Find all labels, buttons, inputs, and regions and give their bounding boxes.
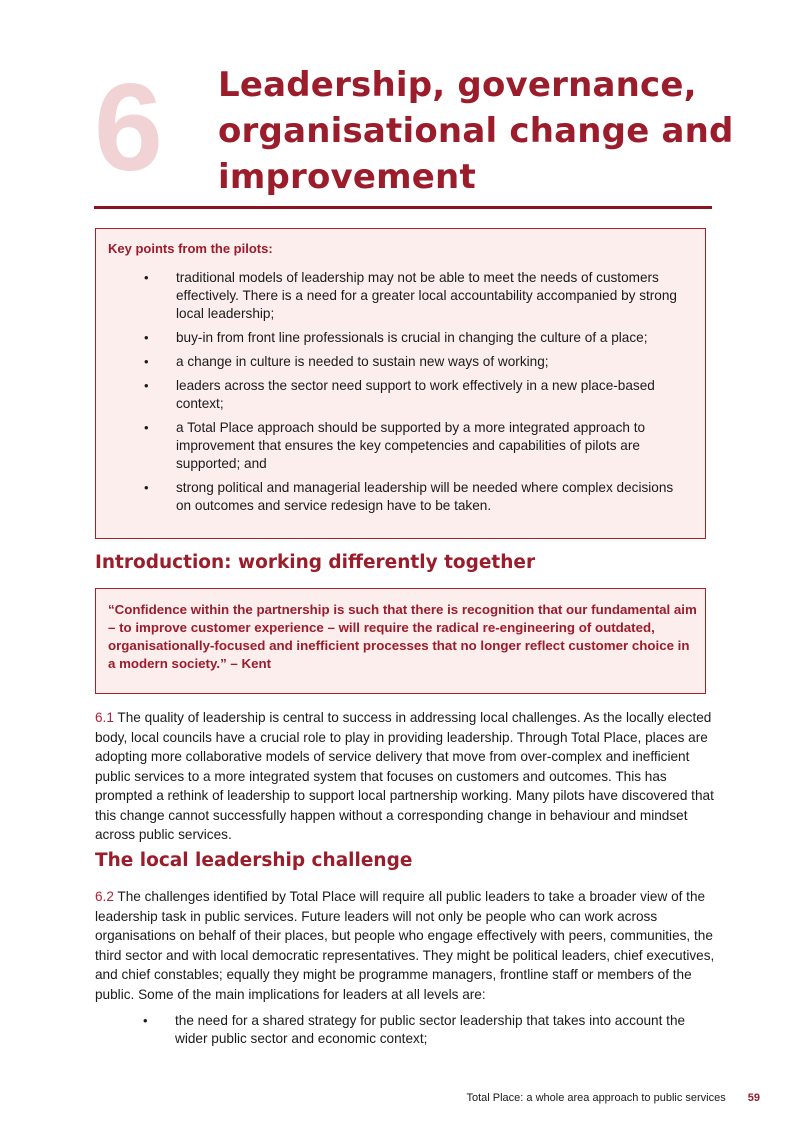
quote-box: [95, 588, 706, 694]
chapter-title: [218, 62, 738, 200]
list-item-text: strong political and managerial leadership will be needed where complex decisions on outcomes and service redesign have to be taken.: [176, 480, 674, 513]
list-item-text: the need for a shared strategy for public sector leadership that takes into account the wider public sector and economic context;: [175, 1013, 686, 1046]
chapter-title-line: improvement: [218, 157, 476, 197]
paragraph-6-2: [95, 887, 715, 1004]
footer-title: Total Place: a whole area approach to public services: [466, 1092, 726, 1104]
paragraph-text: The quality of leadership is central to success in addressing local challenges. As the locally elected body, local councils have a crucial role to play in providing leadership. Through Total Place, places are adopting more collaborative models of service delivery that move from over-complex and inefficient public services to a more integrated system that focuses on customers and outcomes. This has prompted a rethink of leadership to support local partnership working. Many pilots have discovered that this change cannot successfully happen without a corresponding change in behaviour and mindset across public services.: [95, 710, 714, 842]
list-item: [95, 1012, 715, 1048]
paragraph-number: 6.1: [95, 710, 114, 725]
title-divider: [94, 206, 712, 209]
bullet-icon: •: [143, 1013, 148, 1028]
chapter-number: 6: [94, 59, 163, 197]
implications-list: [95, 1012, 715, 1048]
key-points-list: [96, 269, 705, 521]
list-item: [96, 353, 705, 371]
bullet-icon: •: [144, 354, 149, 369]
list-item: [96, 419, 705, 473]
paragraph-text: The challenges identified by Total Place will require all public leaders to take a broader view of the leadership task in public services. Future leaders will not only be people who can work across organisations on behalf of their places, but people who engage effectively with peers, communities, the third sector and with local democratic representatives. They might be political leaders, chief executives, and chief constables; equally they might be programme managers, frontline staff or members of the public. Some of the main implications for leaders at all levels are:: [95, 889, 715, 1002]
list-item: [96, 329, 705, 347]
section-heading-leadership-challenge: The local leadership challenge: [95, 850, 413, 871]
key-points-heading: Key points from the pilots:: [108, 241, 273, 256]
list-item-text: a change in culture is needed to sustain new ways of working;: [176, 354, 549, 369]
list-item-text: traditional models of leadership may not be able to meet the needs of customers effectively. There is a need for a greater local accountability accompanied by strong local leadership;: [176, 270, 677, 321]
bullet-icon: •: [144, 330, 149, 345]
bullet-icon: •: [144, 270, 149, 285]
pull-quote: “Confidence within the partnership is such that there is recognition that our fundamental aim – to improve customer experience – will require the radical re-engineering of outdated, organisationally-focused and inefficient processes that no longer reflect customer choice in a modern society.” – Kent: [108, 602, 697, 671]
list-item: [96, 479, 705, 515]
page-footer: [0, 1092, 760, 1104]
paragraph-number: 6.2: [95, 889, 114, 904]
bullet-icon: •: [144, 378, 149, 393]
page-number: 59: [747, 1092, 760, 1104]
section-heading-introduction: Introduction: working differently together: [95, 552, 536, 573]
list-item: [96, 269, 705, 323]
bullet-icon: •: [144, 480, 149, 495]
chapter-title-line: Leadership, governance,: [218, 65, 697, 105]
bullet-icon: •: [144, 420, 149, 435]
chapter-title-line: organisational change and: [218, 111, 734, 151]
list-item-text: leaders across the sector need support to work effectively in a new place-based context;: [176, 378, 655, 411]
list-item-text: a Total Place approach should be supported by a more integrated approach to improvement that ensures the key competencies and capabilities of pilots are supported; and: [176, 420, 646, 471]
paragraph-6-1: [95, 708, 715, 845]
list-item-text: buy-in from front line professionals is crucial in changing the culture of a place;: [176, 330, 648, 345]
list-item: [96, 377, 705, 413]
key-points-box: [95, 228, 706, 539]
